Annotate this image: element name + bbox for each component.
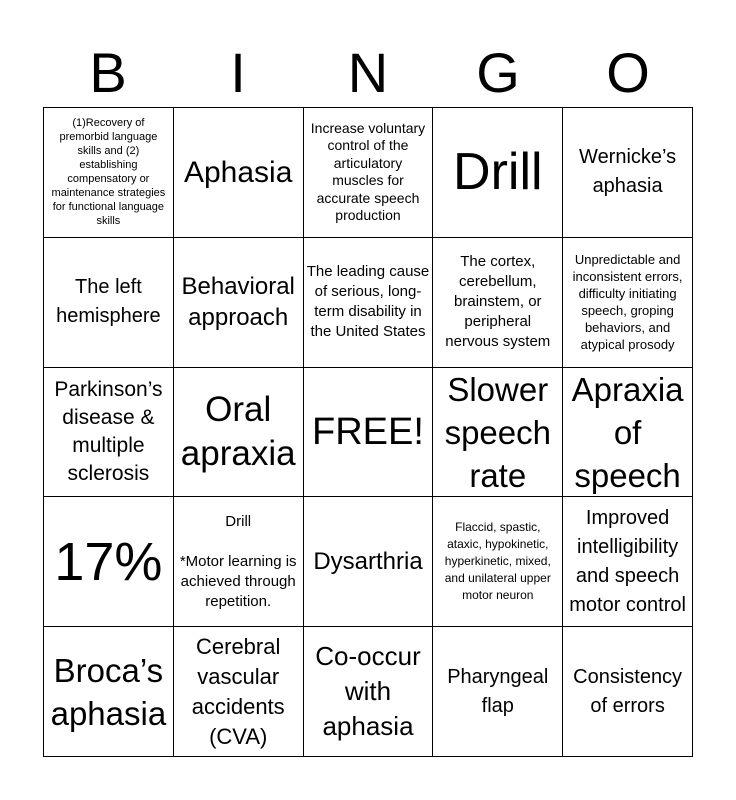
bingo-cell[interactable]: Drill <box>433 108 563 238</box>
bingo-cell[interactable]: Unpredictable and inconsistent errors, difficulty initiating speech, groping behaviors, and atypical prosody <box>563 238 693 368</box>
bingo-cell[interactable]: Dysarthria <box>304 497 434 627</box>
bingo-cell[interactable]: Increase voluntary control of the articulatory muscles for accurate speech production <box>304 108 434 238</box>
bingo-cell[interactable]: The leading cause of serious, long-term disability in the United States <box>304 238 434 368</box>
header-letter-o: O <box>606 41 650 104</box>
bingo-cell[interactable]: Behavioral approach <box>174 238 304 368</box>
header-letter-b: B <box>89 41 127 104</box>
bingo-cell[interactable]: Pharyngeal flap <box>433 627 563 757</box>
bingo-cell[interactable]: Slower speech rate <box>433 368 563 498</box>
header-letter-i: I <box>230 41 246 104</box>
bingo-cell[interactable]: The left hemisphere <box>44 238 174 368</box>
bingo-cell[interactable]: Broca’s aphasia <box>44 627 174 757</box>
bingo-cell[interactable]: 17% <box>44 497 174 627</box>
bingo-cell[interactable]: Drill *Motor learning is achieved through repetition. <box>174 497 304 627</box>
bingo-cell[interactable]: Aphasia <box>174 108 304 238</box>
bingo-cell[interactable]: Flaccid, spastic, ataxic, hypokinetic, hyperkinetic, mixed, and unilateral upper motor neuron <box>433 497 563 627</box>
bingo-cell[interactable]: Consistency of errors <box>563 627 693 757</box>
bingo-cell[interactable]: Cerebral vascular accidents (CVA) <box>174 627 304 757</box>
bingo-cell[interactable]: Wernicke’s aphasia <box>563 108 693 238</box>
bingo-cell[interactable]: Apraxia of speech <box>563 368 693 498</box>
bingo-header <box>43 40 693 106</box>
bingo-cell[interactable]: Oral apraxia <box>174 368 304 498</box>
bingo-cell[interactable]: The cortex, cerebellum, brainstem, or peripheral nervous system <box>433 238 563 368</box>
bingo-cell[interactable]: Co-occur with aphasia <box>304 627 434 757</box>
bingo-card-grid <box>43 107 693 757</box>
header-letter-n: N <box>347 41 389 104</box>
bingo-cell[interactable]: (1)Recovery of premorbid language skills and (2) establishing compensatory or maintenance strategies for functional language skills <box>44 108 174 238</box>
bingo-cell[interactable]: Improved intelligibility and speech motor control <box>563 497 693 627</box>
free-space-cell[interactable]: FREE! <box>304 368 434 498</box>
header-letter-g: G <box>476 41 520 104</box>
bingo-cell[interactable]: Parkinson’s disease & multiple sclerosis <box>44 368 174 498</box>
